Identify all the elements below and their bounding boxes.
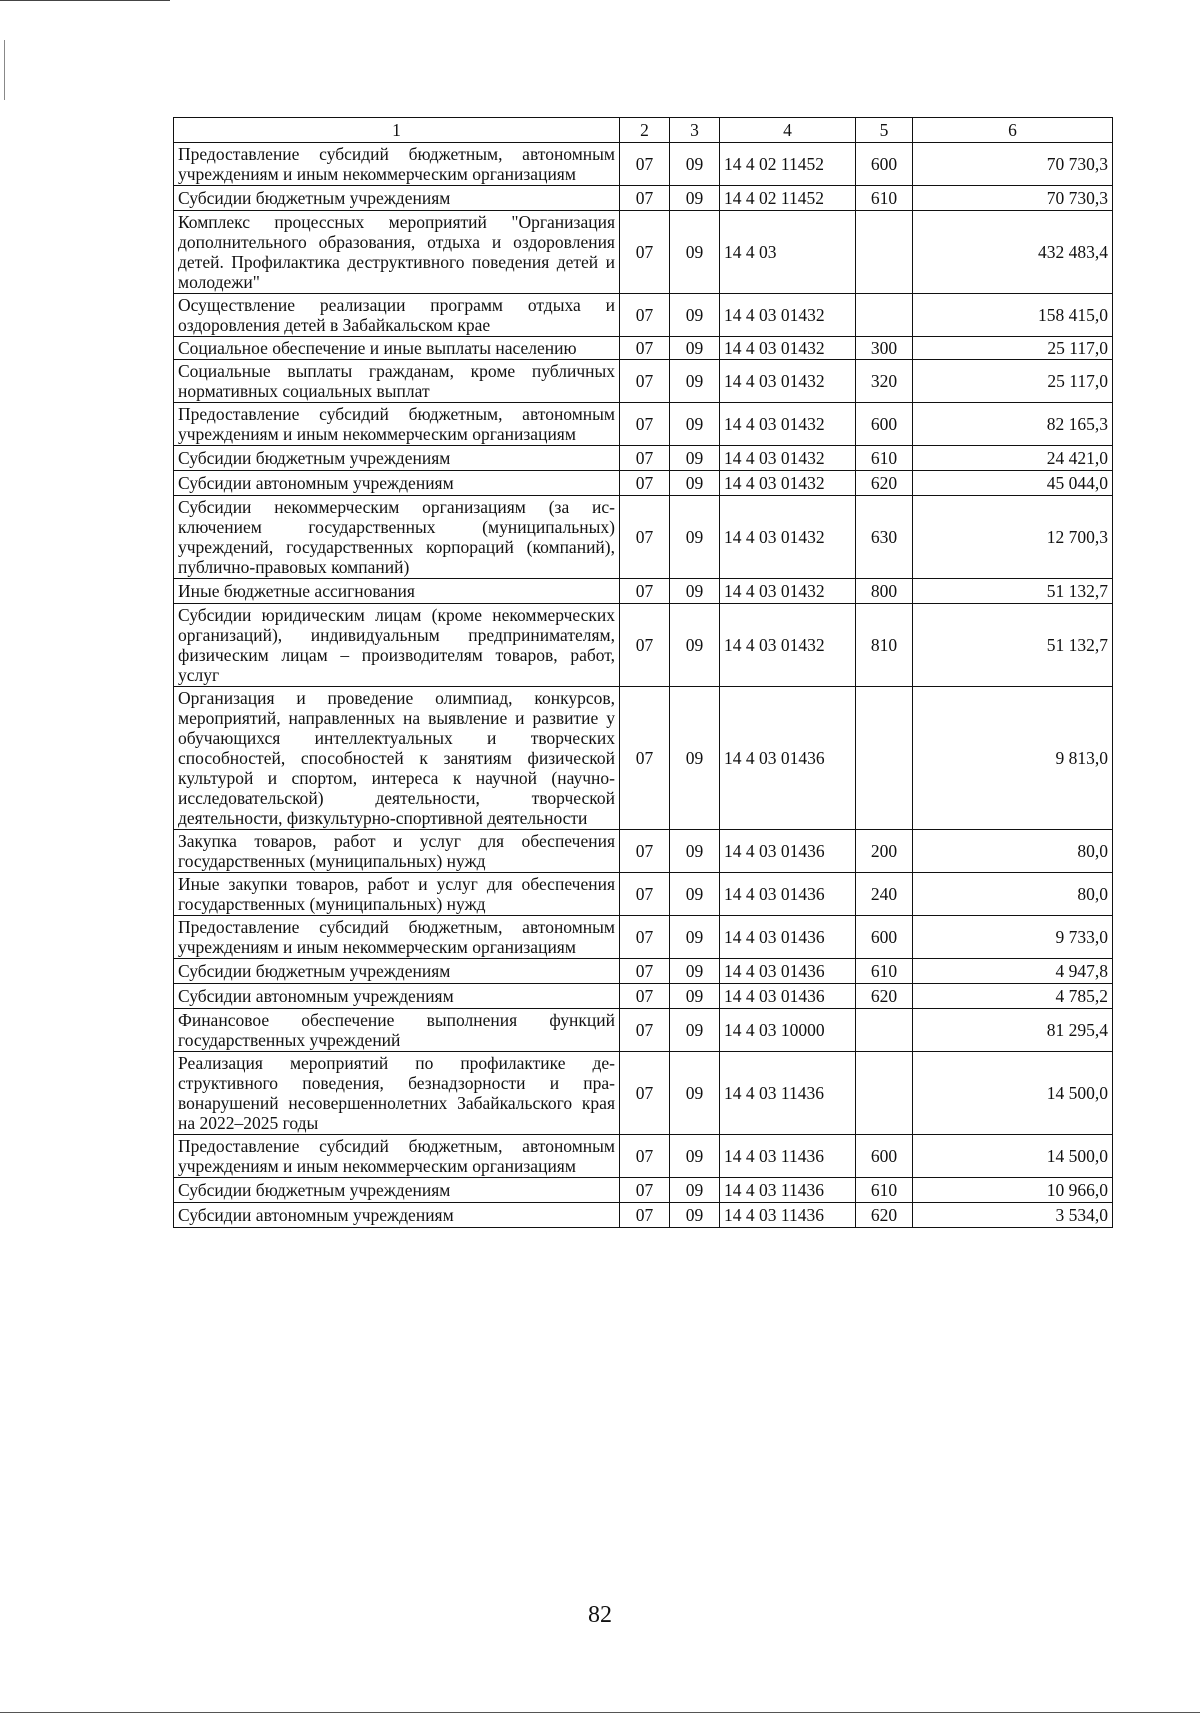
row-name-cell: Финансовое обеспечение выполнения функций государственных учреждений bbox=[174, 1009, 620, 1052]
row-target-article-cell: 14 4 03 11436 bbox=[720, 1178, 856, 1203]
budget-table bbox=[173, 117, 1113, 1228]
row-expense-type-cell: 600 bbox=[856, 916, 913, 959]
row-section-cell: 07 bbox=[620, 1052, 670, 1135]
row-amount-cell: 4 947,8 bbox=[913, 959, 1113, 984]
row-name-cell: Предоставление субсидий бюджетным, автономным учреждениям и иным некоммерческим организациям bbox=[174, 916, 620, 959]
row-section-cell: 07 bbox=[620, 830, 670, 873]
row-target-article-cell: 14 4 03 01432 bbox=[720, 360, 856, 403]
row-expense-type-cell: 240 bbox=[856, 873, 913, 916]
row-target-article-cell: 14 4 03 01432 bbox=[720, 604, 856, 687]
row-target-article-cell: 14 4 03 01432 bbox=[720, 496, 856, 579]
row-expense-type-cell: 610 bbox=[856, 1178, 913, 1203]
row-amount-cell: 70 730,3 bbox=[913, 186, 1113, 211]
row-subsection-cell: 09 bbox=[670, 830, 720, 873]
row-expense-type-cell bbox=[856, 687, 913, 830]
row-target-article-cell: 14 4 03 11436 bbox=[720, 1135, 856, 1178]
row-amount-cell: 24 421,0 bbox=[913, 446, 1113, 471]
scan-edge-line-bottom bbox=[0, 1712, 1200, 1713]
row-name-cell: Субсидии бюджетным учреждениям bbox=[174, 1178, 620, 1203]
row-subsection-cell: 09 bbox=[670, 403, 720, 446]
row-target-article-cell: 14 4 03 01436 bbox=[720, 959, 856, 984]
row-name-cell: Субсидии автономным учреждениям bbox=[174, 984, 620, 1009]
row-name-cell: Иные закупки товаров, работ и услуг для обеспечения государственных (муниципальных) нужд bbox=[174, 873, 620, 916]
row-amount-cell: 70 730,3 bbox=[913, 143, 1113, 186]
row-amount-cell: 9 733,0 bbox=[913, 916, 1113, 959]
table-row bbox=[174, 294, 1113, 337]
row-name-cell: Осуществление реализации программ отдыха и оздоровления детей в Забайкальском крае bbox=[174, 294, 620, 337]
row-expense-type-cell bbox=[856, 294, 913, 337]
row-section-cell: 07 bbox=[620, 337, 670, 360]
row-target-article-cell: 14 4 02 11452 bbox=[720, 186, 856, 211]
row-name-cell: Закупка товаров, работ и услуг для обеспечения государственных (муниципальных) нужд bbox=[174, 830, 620, 873]
row-subsection-cell: 09 bbox=[670, 211, 720, 294]
row-amount-cell: 4 785,2 bbox=[913, 984, 1113, 1009]
row-subsection-cell: 09 bbox=[670, 687, 720, 830]
row-section-cell: 07 bbox=[620, 959, 670, 984]
row-subsection-cell: 09 bbox=[670, 186, 720, 211]
table-row bbox=[174, 1203, 1113, 1228]
row-expense-type-cell bbox=[856, 1052, 913, 1135]
row-subsection-cell: 09 bbox=[670, 1135, 720, 1178]
table-row bbox=[174, 687, 1113, 830]
row-name-cell: Субсидии некоммерческим организациям (за исключением государственных (муниципальных) учреждений, государственных корпораций (компаний), публично-правовых компаний) bbox=[174, 496, 620, 579]
row-section-cell: 07 bbox=[620, 604, 670, 687]
row-target-article-cell: 14 4 03 01432 bbox=[720, 471, 856, 496]
row-name-cell: Субсидии автономным учреждениям bbox=[174, 471, 620, 496]
row-subsection-cell: 09 bbox=[670, 984, 720, 1009]
row-section-cell: 07 bbox=[620, 471, 670, 496]
row-subsection-cell: 09 bbox=[670, 916, 720, 959]
row-section-cell: 07 bbox=[620, 873, 670, 916]
row-section-cell: 07 bbox=[620, 294, 670, 337]
table-row bbox=[174, 873, 1113, 916]
row-target-article-cell: 14 4 03 01436 bbox=[720, 984, 856, 1009]
row-subsection-cell: 09 bbox=[670, 604, 720, 687]
row-expense-type-cell: 610 bbox=[856, 186, 913, 211]
table-row bbox=[174, 403, 1113, 446]
row-section-cell: 07 bbox=[620, 143, 670, 186]
table-row bbox=[174, 1178, 1113, 1203]
row-target-article-cell: 14 4 03 01432 bbox=[720, 446, 856, 471]
row-name-cell: Субсидии бюджетным учреждениям bbox=[174, 446, 620, 471]
row-section-cell: 07 bbox=[620, 1009, 670, 1052]
row-amount-cell: 25 117,0 bbox=[913, 360, 1113, 403]
row-subsection-cell: 09 bbox=[670, 496, 720, 579]
row-expense-type-cell: 630 bbox=[856, 496, 913, 579]
row-amount-cell: 9 813,0 bbox=[913, 687, 1113, 830]
table-row bbox=[174, 916, 1113, 959]
row-name-cell: Социальные выплаты гражданам, кроме публичных нормативных социальных выплат bbox=[174, 360, 620, 403]
table-row bbox=[174, 604, 1113, 687]
row-expense-type-cell: 320 bbox=[856, 360, 913, 403]
row-target-article-cell: 14 4 03 01436 bbox=[720, 873, 856, 916]
table-row bbox=[174, 984, 1113, 1009]
row-section-cell: 07 bbox=[620, 579, 670, 604]
header-col-5: 5 bbox=[856, 118, 913, 143]
header-col-6: 6 bbox=[913, 118, 1113, 143]
row-name-cell: Субсидии бюджетным учреждениям bbox=[174, 959, 620, 984]
header-row bbox=[174, 118, 1113, 143]
row-expense-type-cell bbox=[856, 211, 913, 294]
row-section-cell: 07 bbox=[620, 984, 670, 1009]
table-row bbox=[174, 496, 1113, 579]
row-subsection-cell: 09 bbox=[670, 579, 720, 604]
header-col-3: 3 bbox=[670, 118, 720, 143]
row-expense-type-cell: 600 bbox=[856, 1135, 913, 1178]
row-amount-cell: 80,0 bbox=[913, 873, 1113, 916]
table-row bbox=[174, 186, 1113, 211]
row-expense-type-cell: 600 bbox=[856, 403, 913, 446]
row-expense-type-cell bbox=[856, 1009, 913, 1052]
table-row bbox=[174, 471, 1113, 496]
row-subsection-cell: 09 bbox=[670, 1052, 720, 1135]
row-name-cell: Организация и проведение олимпиад, конкурсов, мероприятий, направленных на выявление и развитие у обучающихся интеллектуальных и творческих способностей, способностей к занятиям физической культурой и спортом, интереса к научной (научно-исследовательской) деятельности, творческой деятельности, физкультурно-спортивной деятельности bbox=[174, 687, 620, 830]
table-row bbox=[174, 1135, 1113, 1178]
row-target-article-cell: 14 4 03 bbox=[720, 211, 856, 294]
row-name-cell: Субсидии бюджетным учреждениям bbox=[174, 186, 620, 211]
table-row bbox=[174, 360, 1113, 403]
row-amount-cell: 45 044,0 bbox=[913, 471, 1113, 496]
row-section-cell: 07 bbox=[620, 403, 670, 446]
page-number: 82 bbox=[588, 1602, 612, 1628]
row-subsection-cell: 09 bbox=[670, 1178, 720, 1203]
row-section-cell: 07 bbox=[620, 1135, 670, 1178]
row-section-cell: 07 bbox=[620, 446, 670, 471]
row-section-cell: 07 bbox=[620, 1203, 670, 1228]
row-name-cell: Субсидии юридическим лицам (кроме некоммерческих организаций), индивидуальным предпринимателям, физическим лицам – производителям товаров, работ, услуг bbox=[174, 604, 620, 687]
row-name-cell: Предоставление субсидий бюджетным, автономным учреждениям и иным некоммерческим организациям bbox=[174, 143, 620, 186]
row-amount-cell: 14 500,0 bbox=[913, 1052, 1113, 1135]
header-col-4: 4 bbox=[720, 118, 856, 143]
row-target-article-cell: 14 4 03 01436 bbox=[720, 687, 856, 830]
row-target-article-cell: 14 4 03 01436 bbox=[720, 916, 856, 959]
row-name-cell: Комплекс процессных мероприятий "Организация дополнительного образования, отдыха и оздоровления детей. Профилактика деструктивного поведения детей и молодежи" bbox=[174, 211, 620, 294]
row-subsection-cell: 09 bbox=[670, 143, 720, 186]
row-target-article-cell: 14 4 03 11436 bbox=[720, 1203, 856, 1228]
row-name-cell: Социальное обеспечение и иные выплаты населению bbox=[174, 337, 620, 360]
row-target-article-cell: 14 4 03 01432 bbox=[720, 403, 856, 446]
row-name-cell: Иные бюджетные ассигнования bbox=[174, 579, 620, 604]
row-expense-type-cell: 600 bbox=[856, 143, 913, 186]
row-expense-type-cell: 620 bbox=[856, 984, 913, 1009]
row-target-article-cell: 14 4 03 01436 bbox=[720, 830, 856, 873]
row-section-cell: 07 bbox=[620, 360, 670, 403]
row-target-article-cell: 14 4 03 01432 bbox=[720, 579, 856, 604]
row-expense-type-cell: 610 bbox=[856, 959, 913, 984]
row-amount-cell: 80,0 bbox=[913, 830, 1113, 873]
row-expense-type-cell: 620 bbox=[856, 1203, 913, 1228]
row-amount-cell: 81 295,4 bbox=[913, 1009, 1113, 1052]
table-row bbox=[174, 579, 1113, 604]
row-amount-cell: 82 165,3 bbox=[913, 403, 1113, 446]
row-expense-type-cell: 800 bbox=[856, 579, 913, 604]
scan-edge-line-top bbox=[0, 0, 170, 1]
row-name-cell: Предоставление субсидий бюджетным, автономным учреждениям и иным некоммерческим организациям bbox=[174, 403, 620, 446]
row-expense-type-cell: 610 bbox=[856, 446, 913, 471]
row-subsection-cell: 09 bbox=[670, 337, 720, 360]
header-col-2: 2 bbox=[620, 118, 670, 143]
row-amount-cell: 51 132,7 bbox=[913, 579, 1113, 604]
scan-edge-mark-left bbox=[4, 40, 5, 100]
row-amount-cell: 158 415,0 bbox=[913, 294, 1113, 337]
row-amount-cell: 3 534,0 bbox=[913, 1203, 1113, 1228]
table-row bbox=[174, 830, 1113, 873]
header-col-1: 1 bbox=[174, 118, 620, 143]
row-subsection-cell: 09 bbox=[670, 873, 720, 916]
row-name-cell: Реализация мероприятий по профилактике деструктивного поведения, безнадзорности и правонарушений несовершеннолетних Забайкальского края на 2022–2025 годы bbox=[174, 1052, 620, 1135]
row-target-article-cell: 14 4 03 01432 bbox=[720, 294, 856, 337]
table-row bbox=[174, 446, 1113, 471]
row-expense-type-cell: 200 bbox=[856, 830, 913, 873]
table-row bbox=[174, 211, 1113, 294]
table-row bbox=[174, 143, 1113, 186]
row-amount-cell: 25 117,0 bbox=[913, 337, 1113, 360]
row-subsection-cell: 09 bbox=[670, 360, 720, 403]
row-section-cell: 07 bbox=[620, 211, 670, 294]
row-amount-cell: 432 483,4 bbox=[913, 211, 1113, 294]
row-section-cell: 07 bbox=[620, 186, 670, 211]
row-name-cell: Субсидии автономным учреждениям bbox=[174, 1203, 620, 1228]
row-amount-cell: 14 500,0 bbox=[913, 1135, 1113, 1178]
row-target-article-cell: 14 4 03 10000 bbox=[720, 1009, 856, 1052]
row-target-article-cell: 14 4 02 11452 bbox=[720, 143, 856, 186]
row-subsection-cell: 09 bbox=[670, 294, 720, 337]
row-target-article-cell: 14 4 03 11436 bbox=[720, 1052, 856, 1135]
row-amount-cell: 51 132,7 bbox=[913, 604, 1113, 687]
row-subsection-cell: 09 bbox=[670, 446, 720, 471]
row-amount-cell: 12 700,3 bbox=[913, 496, 1113, 579]
row-expense-type-cell: 810 bbox=[856, 604, 913, 687]
row-target-article-cell: 14 4 03 01432 bbox=[720, 337, 856, 360]
row-subsection-cell: 09 bbox=[670, 1203, 720, 1228]
row-subsection-cell: 09 bbox=[670, 959, 720, 984]
row-expense-type-cell: 300 bbox=[856, 337, 913, 360]
table-row bbox=[174, 1009, 1113, 1052]
table-row bbox=[174, 1052, 1113, 1135]
table-body bbox=[174, 143, 1113, 1228]
row-subsection-cell: 09 bbox=[670, 471, 720, 496]
table-header bbox=[174, 118, 1113, 143]
row-expense-type-cell: 620 bbox=[856, 471, 913, 496]
table-row bbox=[174, 959, 1113, 984]
row-section-cell: 07 bbox=[620, 687, 670, 830]
row-section-cell: 07 bbox=[620, 1178, 670, 1203]
row-section-cell: 07 bbox=[620, 916, 670, 959]
table-row bbox=[174, 337, 1113, 360]
row-name-cell: Предоставление субсидий бюджетным, автономным учреждениям и иным некоммерческим организациям bbox=[174, 1135, 620, 1178]
row-subsection-cell: 09 bbox=[670, 1009, 720, 1052]
row-section-cell: 07 bbox=[620, 496, 670, 579]
row-amount-cell: 10 966,0 bbox=[913, 1178, 1113, 1203]
